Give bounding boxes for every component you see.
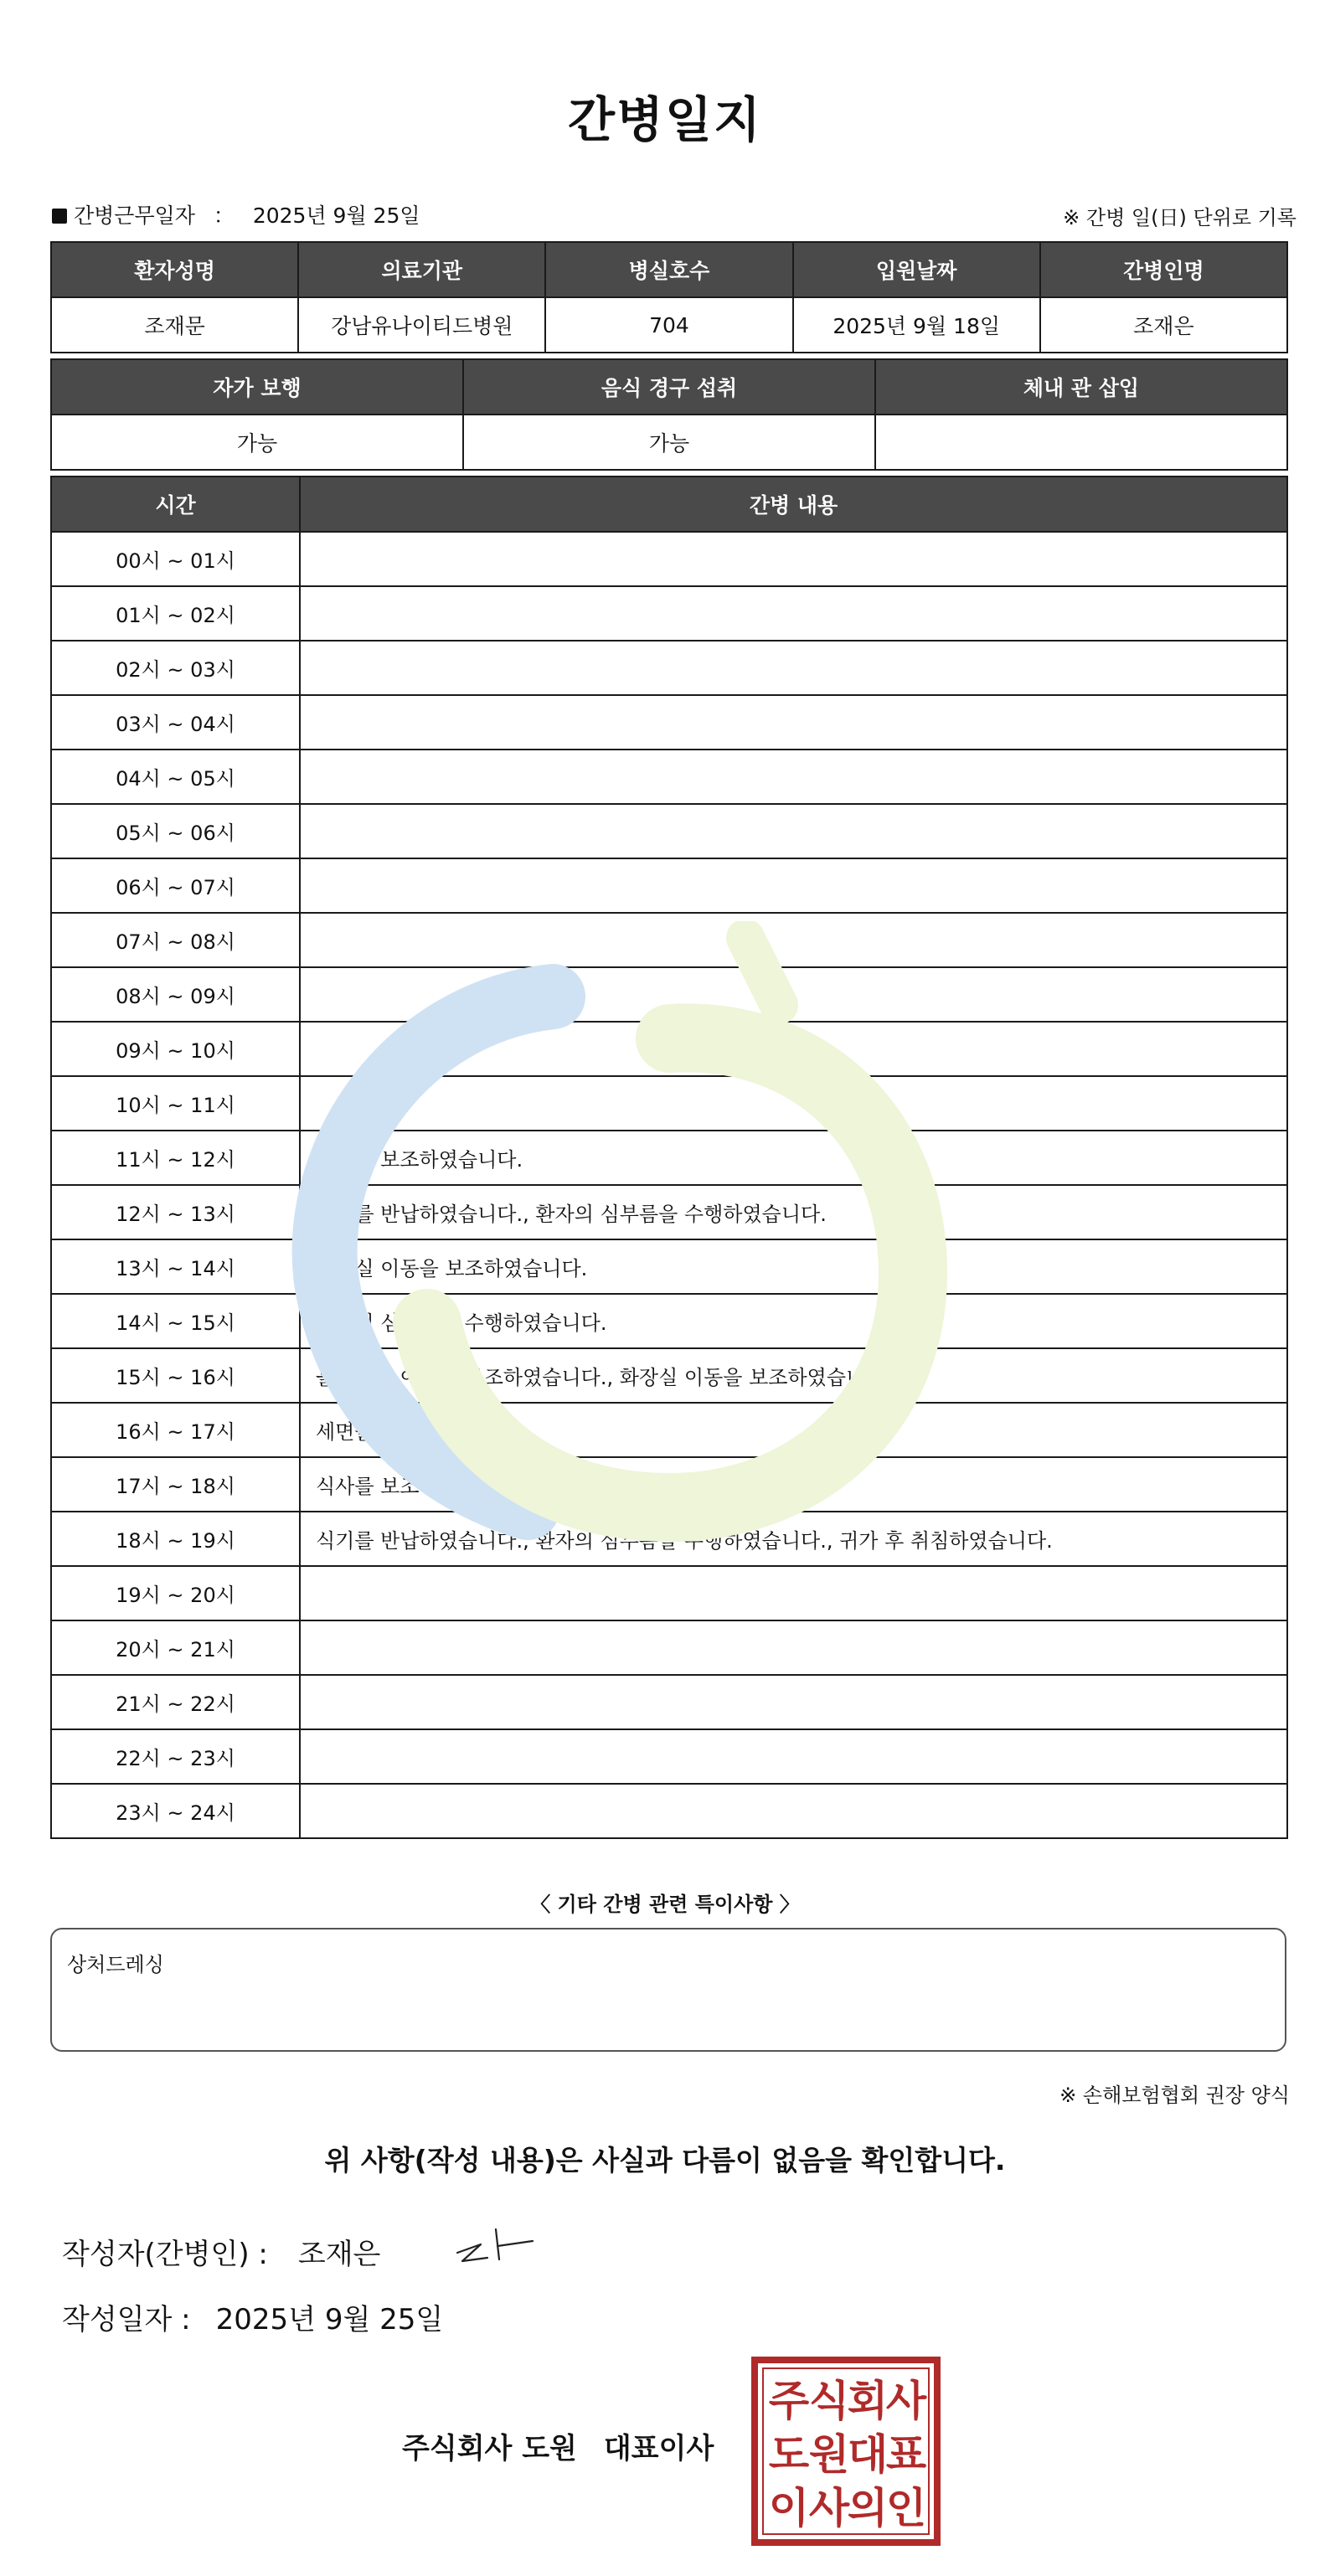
care-log-row (51, 1784, 1287, 1838)
header-tube-insertion: 체내 관 삽입 (875, 359, 1287, 415)
care-log-time-cell: 01시 ~ 02시 (51, 586, 300, 641)
header-oral-intake: 음식 경구 섭취 (463, 359, 875, 415)
work-date-separator: ： (213, 204, 235, 228)
work-date-value: 2025년 9월 25일 (252, 204, 420, 228)
company-name: 주식회사 도원 (402, 2432, 577, 2465)
room-number-value: 704 (545, 297, 792, 353)
company-title: 대표이사 (603, 2432, 714, 2465)
care-log-content-cell (300, 641, 1287, 695)
care-log-content-cell (300, 1675, 1287, 1729)
svg-text:사: 사 (808, 2484, 850, 2532)
care-log-time-cell: 00시 ~ 01시 (51, 532, 300, 586)
write-date-value: 2025년 9월 25일 (215, 2303, 444, 2336)
bullet-square-icon (52, 209, 67, 224)
care-log-time-cell: 15시 ~ 16시 (51, 1348, 300, 1403)
care-log-time-cell: 18시 ~ 19시 (51, 1512, 300, 1566)
care-log-time-cell: 10시 ~ 11시 (51, 1076, 300, 1131)
header-room-number: 병실호수 (545, 242, 792, 297)
care-log-row (51, 1729, 1287, 1784)
admission-date-value: 2025년 9월 18일 (793, 297, 1040, 353)
write-date-line (62, 2296, 443, 2337)
company-signature-line (402, 2425, 714, 2466)
care-log-row (51, 641, 1287, 695)
care-log-content-cell: 물리치료 이동을 보조하였습니다., 화장실 이동을 보조하였습니다. (300, 1348, 1287, 1403)
care-log-time-cell: 05시 ~ 06시 (51, 804, 300, 858)
writer-name: 조재은 (297, 2238, 381, 2271)
care-log-content-cell: 식사를 보조하였습니다. (300, 1457, 1287, 1512)
patient-info-table (50, 241, 1288, 353)
care-log-time-cell: 06시 ~ 07시 (51, 858, 300, 913)
writer-label: 작성자(간병인) : (62, 2238, 268, 2271)
care-log-content-cell (300, 750, 1287, 804)
care-log-time-cell: 04시 ~ 05시 (51, 750, 300, 804)
svg-text:회: 회 (847, 2377, 889, 2425)
header-self-walking: 자가 보행 (51, 359, 463, 415)
care-log-content-cell (300, 804, 1287, 858)
institution-value: 강남유나이티드병원 (298, 297, 545, 353)
care-log-row (51, 1620, 1287, 1675)
care-log-time-cell: 07시 ~ 08시 (51, 913, 300, 967)
patient-status-value-row (51, 415, 1287, 470)
care-log-time-cell: 02시 ~ 03시 (51, 641, 300, 695)
care-log-time-cell: 14시 ~ 15시 (51, 1294, 300, 1348)
header-institution: 의료기관 (298, 242, 545, 297)
patient-info-header-row (51, 242, 1287, 297)
work-date-line (52, 199, 420, 229)
care-log-row (51, 695, 1287, 750)
unit-note: ※ 간병 일(日) 단위로 기록 (1063, 206, 1296, 229)
care-log-time-cell: 12시 ~ 13시 (51, 1185, 300, 1239)
care-log-content-cell (300, 858, 1287, 913)
care-log-time-cell: 22시 ~ 23시 (51, 1729, 300, 1784)
writer-line (62, 2231, 380, 2272)
self-walking-value: 가능 (51, 415, 463, 470)
svg-text:대: 대 (847, 2430, 889, 2479)
care-log-row (51, 750, 1287, 804)
header-admission-date: 입원날짜 (793, 242, 1040, 297)
svg-text:사: 사 (885, 2377, 927, 2425)
care-log-time-cell: 19시 ~ 20시 (51, 1566, 300, 1620)
care-log-content-cell: 식기를 반납하였습니다., 환자의 심부름을 수행하였습니다. (300, 1185, 1287, 1239)
care-log-time-cell: 09시 ~ 10시 (51, 1022, 300, 1076)
svg-text:이: 이 (768, 2484, 810, 2532)
care-log-header-row (51, 477, 1287, 532)
tube-insertion-value (875, 415, 1287, 470)
care-log-content-cell (300, 532, 1287, 586)
oral-intake-value: 가능 (463, 415, 875, 470)
smile-logo-icon (276, 921, 1030, 1608)
care-log-row (51, 586, 1287, 641)
patient-name-value: 조재문 (51, 297, 298, 353)
care-log-time-cell: 20시 ~ 21시 (51, 1620, 300, 1675)
patient-info-value-row (51, 297, 1287, 353)
care-log-content-cell: 식기를 반납하였습니다., 환자의 심부름을 수행하였습니다., 귀가 후 취침하였습니다. (300, 1512, 1287, 1566)
svg-text:원: 원 (808, 2430, 850, 2479)
care-log-row (51, 1675, 1287, 1729)
company-seal-stamp (750, 2355, 942, 2548)
patient-status-table (50, 358, 1288, 471)
care-log-content-cell (300, 586, 1287, 641)
form-source-note: ※ 손해보험협회 권장 양식 (1059, 2084, 1290, 2107)
care-log-content-cell: 세면을 보조하였습니다. (300, 1403, 1287, 1457)
care-log-row (51, 858, 1287, 913)
special-notes-text: 상처드레싱 (67, 1953, 164, 1976)
care-log-time-cell: 11시 ~ 12시 (51, 1131, 300, 1185)
svg-text:의: 의 (847, 2484, 889, 2532)
caregiver-name-value: 조재은 (1040, 297, 1287, 353)
care-log-time-cell: 23시 ~ 24시 (51, 1784, 300, 1838)
care-log-content-cell (300, 695, 1287, 750)
special-notes-box (50, 1928, 1286, 2052)
handwritten-signature (449, 2221, 541, 2271)
care-log-time-cell: 08시 ~ 09시 (51, 967, 300, 1022)
care-log-time-cell: 13시 ~ 14시 (51, 1239, 300, 1294)
care-log-content-cell: 화장실 이동을 보조하였습니다. (300, 1239, 1287, 1294)
header-patient-name: 환자성명 (51, 242, 298, 297)
confirmation-statement: 위 사항(작성 내용)은 사실과 다름이 없음을 확인합니다. (324, 2144, 1006, 2177)
care-log-time-cell: 21시 ~ 22시 (51, 1675, 300, 1729)
header-care-content: 간병 내용 (300, 477, 1287, 532)
write-date-label: 작성일자 : (62, 2303, 191, 2336)
notes-title: 〈 기타 간병 관련 특이사항 〉 (530, 1893, 800, 1916)
care-log-content-cell: 환자의 심부름을 수행하였습니다. (300, 1294, 1287, 1348)
care-log-content-cell (300, 1784, 1287, 1838)
care-log-content-cell: 식사를 보조하였습니다. (300, 1131, 1287, 1185)
care-log-row (51, 532, 1287, 586)
svg-text:주: 주 (768, 2377, 810, 2425)
patient-status-header-row (51, 359, 1287, 415)
care-log-time-cell: 16시 ~ 17시 (51, 1403, 300, 1457)
svg-text:도: 도 (768, 2430, 810, 2479)
svg-text:인: 인 (885, 2484, 927, 2532)
care-log-content-cell (300, 1729, 1287, 1784)
care-log-row (51, 804, 1287, 858)
header-time: 시간 (51, 477, 300, 532)
work-date-label: 간병근무일자 (74, 204, 195, 228)
svg-text:표: 표 (885, 2430, 927, 2479)
care-log-time-cell: 03시 ~ 04시 (51, 695, 300, 750)
svg-text:식: 식 (808, 2377, 850, 2425)
care-log-content-cell (300, 1620, 1287, 1675)
header-caregiver-name: 간병인명 (1040, 242, 1287, 297)
page-title: 간병일지 (567, 91, 763, 148)
care-log-time-cell: 17시 ~ 18시 (51, 1457, 300, 1512)
